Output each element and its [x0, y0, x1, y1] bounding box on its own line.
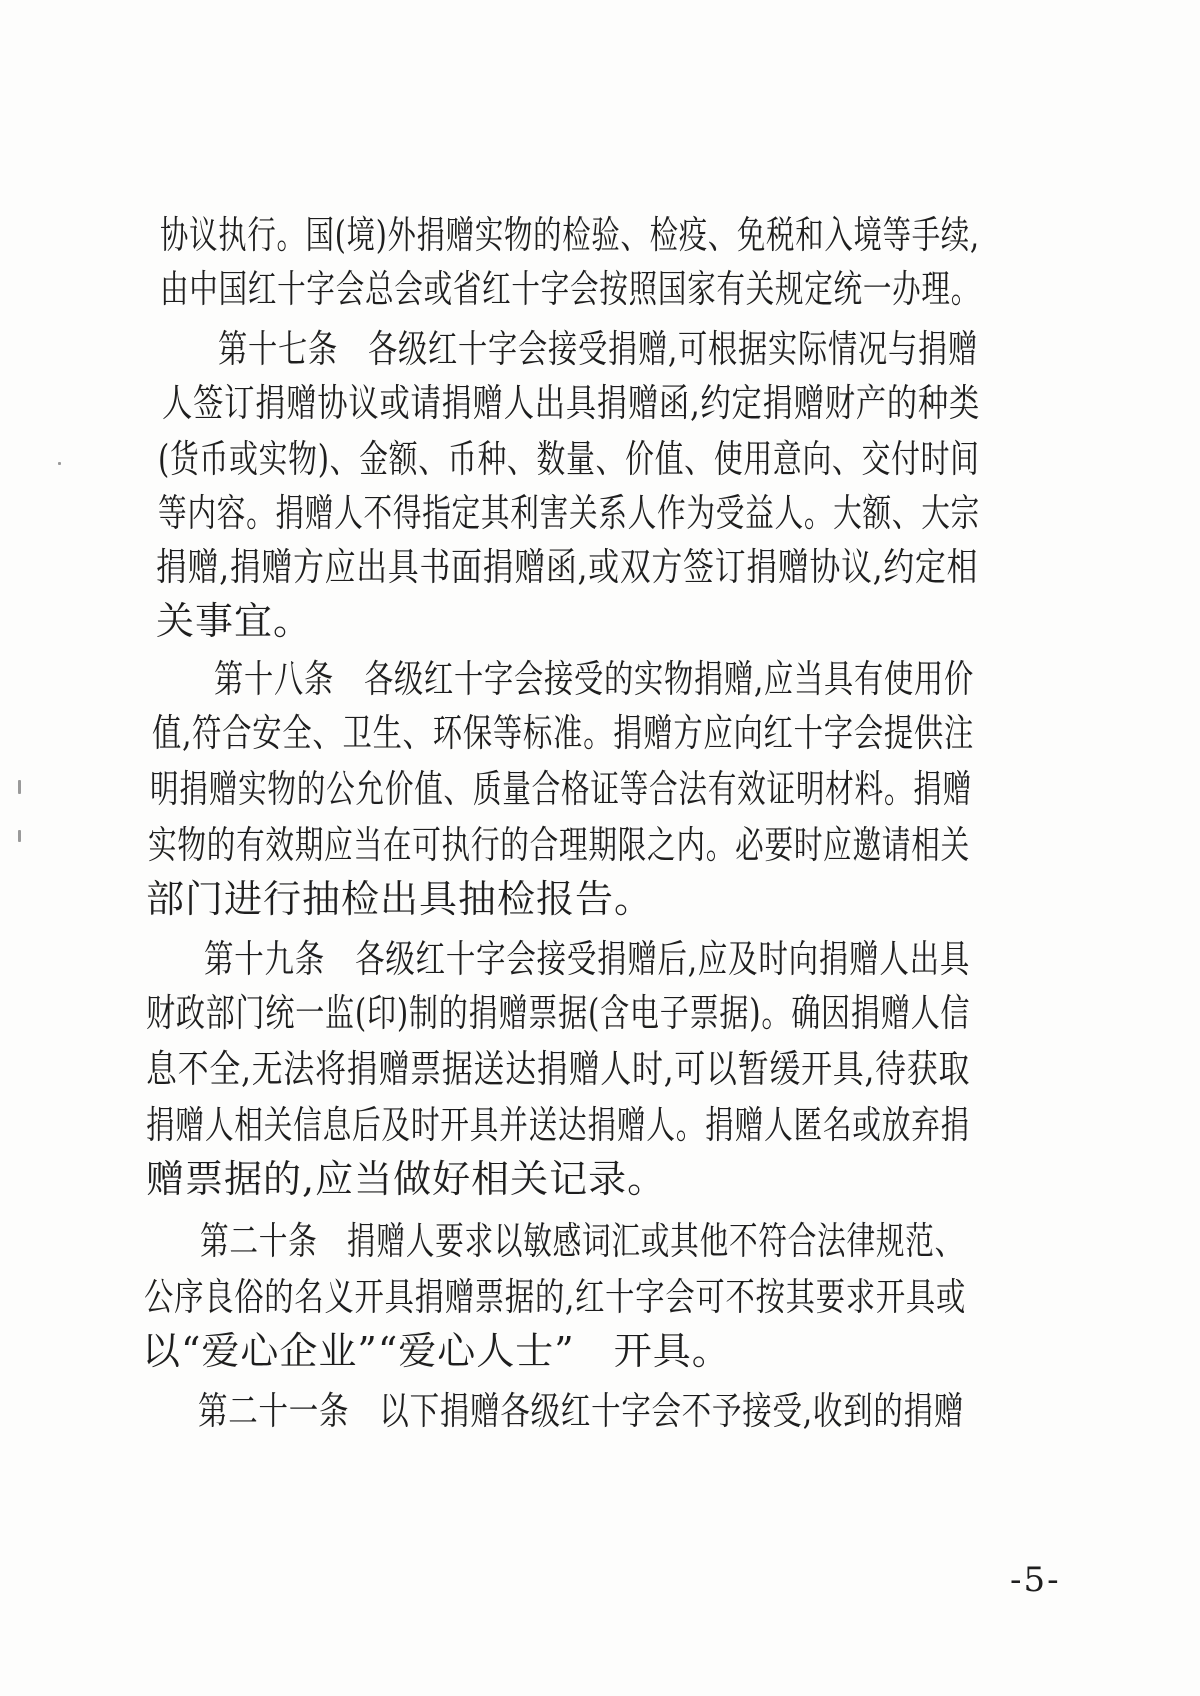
text-line: 第十八条 各级红十字会接受的实物捐赠,应当具有使用价 — [214, 657, 975, 701]
text-line: 赠票据的,应当做好相关记录。 — [146, 1157, 667, 1201]
text-line: 明捐赠实物的公允价值、质量合格证等合法有效证明材料。捐赠 — [150, 767, 972, 811]
text-line: 以“爱心企业”“爱心人士” 开具。 — [142, 1329, 731, 1373]
text-line: 公序良俗的名义开具捐赠票据的,红十字会可不按其要求开具或 — [144, 1275, 967, 1319]
text-line: 第二十条 捐赠人要求以敏感词汇或其他不符合法律规范、 — [200, 1219, 965, 1263]
text-line: (货币或实物)、金额、币种、数量、价值、使用意向、交付时间 — [158, 437, 980, 481]
text-line: 实物的有效期应当在可执行的合理期限之内。必要时应邀请相关 — [148, 823, 970, 867]
text-line: 等内容。捐赠人不得指定其利害关系人作为受益人。大额、大宗 — [158, 491, 980, 535]
scan-mark — [18, 830, 21, 842]
text-line: 第十七条 各级红十字会接受捐赠,可根据实际情况与捐赠 — [218, 327, 979, 371]
scan-mark — [58, 462, 61, 465]
text-line: 财政部门统一监(印)制的捐赠票据(含电子票据)。确因捐赠人信 — [146, 991, 971, 1035]
text-line: 由中国红十字会总会或省红十字会按照国家有关规定统一办理。 — [160, 267, 980, 311]
text-line: 关事宜。 — [156, 599, 313, 643]
text-line: 协议执行。国(境)外捐赠实物的检验、检疫、免税和入境等手续, — [160, 213, 980, 257]
text-line: 第十九条 各级红十字会接受捐赠后,应及时向捐赠人出具 — [204, 937, 971, 981]
scan-mark — [18, 780, 21, 794]
text-line: 第二十一条 以下捐赠各级红十字会不予接受,收到的捐赠 — [198, 1389, 965, 1433]
text-line: 捐赠人相关信息后及时开具并送达捐赠人。捐赠人匿名或放弃捐 — [146, 1103, 971, 1147]
text-line: 息不全,无法将捐赠票据送达捐赠人时,可以暂缓开具,待获取 — [146, 1047, 971, 1091]
text-line: 人签订捐赠协议或请捐赠人出具捐赠函,约定捐赠财产的种类 — [162, 381, 981, 425]
text-line: 捐赠,捐赠方应出具书面捐赠函,或双方签订捐赠协议,约定相 — [156, 545, 979, 589]
text-line: 部门进行抽检出具抽检报告。 — [146, 877, 654, 921]
text-line: 值,符合安全、卫生、环保等标准。捐赠方应向红十字会提供注 — [152, 711, 975, 755]
page-number: -5- — [1010, 1560, 1061, 1600]
